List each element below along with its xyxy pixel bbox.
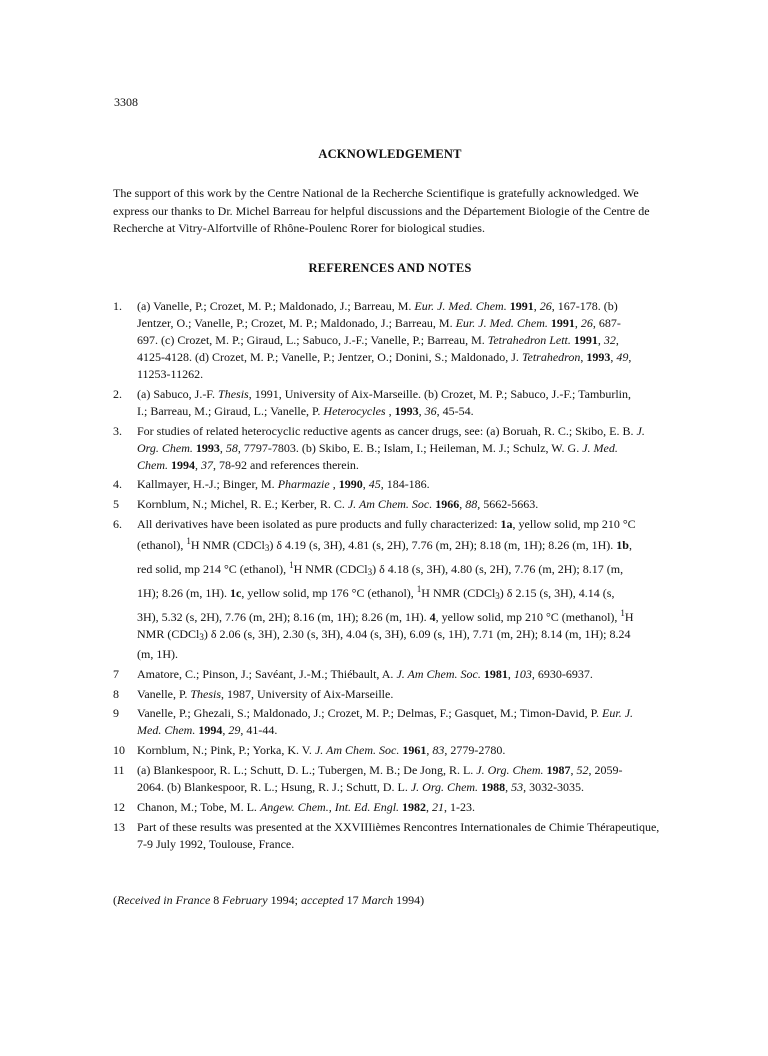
page-number: 3308 [114,95,138,109]
reference-line: 7-9 July 1992, Toulouse, France. [137,836,295,851]
reference-line: Vanelle, P.; Ghezali, S.; Maldonado, J.; Crozet, M. P.; Delmas, F.; Gasquet, M.; Timon-David, P. Eur. J. [137,706,634,721]
reference-line: Med. Chem. 1994, 29, 41-44. [137,723,278,738]
reference-number: 2. [113,386,122,401]
reference-line: (a) Vanelle, P.; Crozet, M. P.; Maldonado, J.; Barreau, M. Eur. J. Med. Chem. 1991, 26, 167-178. (b) [137,299,618,313]
reference-item [113,762,713,796]
acknowledgement-heading: ACKNOWLEDGEMENT [318,147,462,161]
received-note: (Received in France 8 February 1994; accepted 17 March 1994) [113,893,425,907]
reference-line: Chem. 1994, 37, 78-92 and references therein. [137,457,359,472]
reference-line: For studies of related heterocyclic reductive agents as cancer drugs, see: (a) Boruah, R. C.; Skibo, E. B. J. [137,423,645,438]
reference-item [113,819,713,853]
acknowledgement-line: The support of this work by the Centre National de la Recherche Scientifique is gratefully acknowledged. We [113,186,639,200]
reference-number: 13 [113,819,125,834]
reference-line: Part of these results was presented at the XXVIIIièmes Rencontres Internationales de Chimie Thérapeutique, [137,819,660,834]
reference-line: 697. (c) Crozet, M. P.; Giraud, L.; Sabuco, J.-F.; Vanelle, P.; Barreau, M. Tetrahedron Lett. 1991, 32, [137,333,619,347]
reference-line: 1H); 8.26 (m, 1H). 1c, yellow solid, mp 176 °C (ethanol), $^1$H NMR (CDCl$_3$) δ 2.15 (s, 3H), 4.14 (s, [137,583,615,601]
reference-number: 6. [113,516,122,531]
reference-line: Jentzer, O.; Vanelle, P.; Crozet, M. P.; Maldonado, J.; Barreau, M. Eur. J. Med. Chem. 1991, 26, 687- [137,316,621,330]
reference-line: Org. Chem. 1993, 58, 7797-7803. (b) Skibo, E. B.; Islam, I.; Heileman, M. J.; Schulz, W. G. J. Med. [137,440,618,455]
references-heading: REFERENCES AND NOTES [308,261,472,275]
reference-line: (m, 1H). [137,646,178,661]
reference-item [113,423,713,474]
reference-number: 3. [113,423,122,438]
references-list [113,298,713,855]
reference-line: (ethanol), $^1$H NMR (CDCl$_3$) δ 4.19 (s, 3H), 4.81 (s, 2H), 7.76 (m, 2H); 8.18 (m, 1H); 8.26 (m, 1H). 1b, [137,535,632,553]
reference-number: 1. [113,299,122,313]
reference-line: red solid, mp 214 °C (ethanol), $^1$H NMR (CDCl$_3$) δ 4.18 (s, 3H), 4.80 (s, 2H), 7.76 (m, 2H); 8.17 (m, [137,559,624,577]
acknowledgement-body [113,185,673,238]
reference-item [113,386,713,420]
reference-line: Chanon, M.; Tobe, M. L. Angew. Chem., Int. Ed. Engl. 1982, 21, 1-23. [137,799,476,814]
reference-line: (a) Sabuco, J.-F. Thesis, 1991, University of Aix-Marseille. (b) Crozet, M. P.; Sabuco, J.-F.; Tamburlin, [137,386,631,401]
reference-line: 3H), 5.32 (s, 2H), 7.76 (m, 2H); 8.16 (m, 1H); 8.26 (m, 1H). 4, yellow solid, mp 210 °C (methanol), $^1$H [137,607,634,624]
reference-line: I.; Barreau, M.; Giraud, L.; Vanelle, P. Heterocycles , 1993, 36, 45-54. [137,403,474,418]
reference-line: 2064. (b) Blankespoor, R. L.; Hsung, R. J.; Schutt, D. L. J. Org. Chem. 1988, 53, 3032-3035. [137,779,585,794]
reference-line: (a) Blankespoor, R. L.; Schutt, D. L.; Tubergen, M. B.; De Jong, R. L. J. Org. Chem. 1987, 52, 2059- [137,762,623,777]
reference-item [113,705,713,739]
reference-line: 11253-11262. [137,367,204,381]
reference-item [113,476,713,493]
reference-item [113,516,713,663]
reference-item [113,496,713,513]
reference-line: Kornblum, N.; Pink, P.; Yorka, K. V. J. Am Chem. Soc. 1961, 83, 2779-2780. [137,743,506,758]
reference-line: Kornblum, N.; Michel, R. E.; Kerber, R. C. J. Am Chem. Soc. 1966, 88, 5662-5663. [137,497,539,512]
reference-item [113,666,713,683]
reference-number: 5 [113,497,119,512]
reference-line: 4125-4128. (d) Crozet, M. P.; Vanelle, P.; Jentzer, O.; Donini, S.; Maldonado, J. Tetrahedron, 1993, 49, [137,350,632,364]
reference-line: Kallmayer, H.-J.; Binger, M. Pharmazie , 1990, 45, 184-186. [137,477,430,492]
reference-line: Vanelle, P. Thesis, 1987, University of Aix-Marseille. [137,686,394,701]
reference-item [113,298,713,383]
reference-number: 7 [113,666,119,681]
acknowledgement-line: Recherche at Vitry-Alfortville of Rhône-Poulenc Rorer for biological studies. [113,221,485,235]
reference-number: 4. [113,477,122,492]
reference-number: 10 [113,743,125,758]
reference-line: NMR (CDCl$_3$) δ 2.06 (s, 3H), 2.30 (s, 3H), 4.04 (s, 3H), 6.09 (s, 1H), 7.71 (m, 2H); 8.14 (m, 1H); 8.24 [137,626,631,642]
reference-line: All derivatives have been isolated as pure products and fully characterized: 1a, yellow solid, mp 210 °C [137,516,636,531]
reference-line: Amatore, C.; Pinson, J.; Savéant, J.-M.; Thiébault, A. J. Am Chem. Soc. 1981, 103, 6930-6937. [137,666,593,681]
reference-number: 11 [113,762,125,777]
reference-number: 9 [113,706,119,721]
reference-number: 8 [113,686,119,701]
reference-item [113,686,713,703]
reference-item [113,799,713,816]
reference-item [113,742,713,759]
acknowledgement-line: express our thanks to Dr. Michel Barreau for helpful discussions and the Département Biologie of the Centre de [113,203,650,218]
reference-number: 12 [113,799,125,814]
